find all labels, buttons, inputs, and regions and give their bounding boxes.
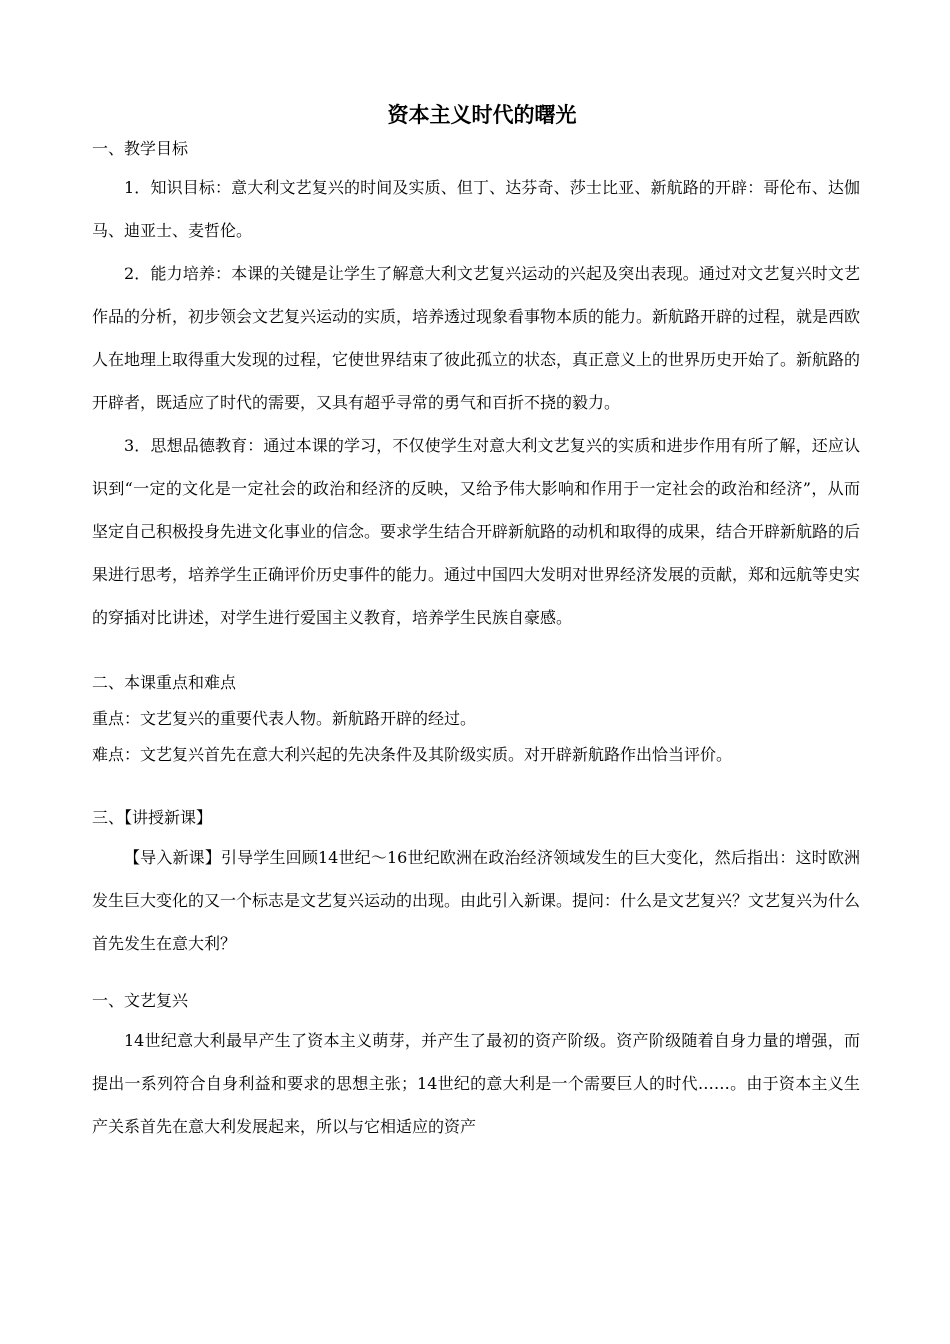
paragraph-key-point: 重点：文艺复兴的重要代表人物。新航路开辟的经过。	[92, 709, 477, 728]
paragraph-moral-goal: 3．思想品德教育：通过本课的学习，不仅使学生对意大利文艺复兴的实质和进步作用有所了解，还应认识到“一定的文化是一定社会的政治和经济的反映，又给予伟大影响和作用于一定社会的政治和经济”，从而坚定自己积极投身先进文化事业的信念。要求学生结合开辟新航路的动机和取得的成果，结合开辟新航路的后果进行思考，培养学生正确评价历史事件的能力。通过中国四大发明对世界经济发展的贡献，郑和远航等史实的穿插对比讲述，对学生进行爱国主义教育，培养学生民族自豪感。	[92, 436, 861, 627]
section-heading-key-points: 二、本课重点和难点	[92, 673, 237, 692]
document-page	[92, 95, 860, 1148]
paragraph-lesson-intro: 【导入新课】引导学生回顾14世纪～16世纪欧洲在政治经济领域发生的巨大变化，然后指出：这时欧洲发生巨大变化的又一个标志是文艺复兴运动的出现。由此引入新课。提问：什么是文艺复兴？文艺复兴为什么首先发生在意大利？	[92, 848, 861, 953]
paragraph-ability-goal: 2．能力培养：本课的关键是让学生了解意大利文艺复兴运动的兴起及突出表现。通过对文艺复兴时文艺作品的分析，初步领会文艺复兴运动的实质，培养透过现象看事物本质的能力。新航路开辟的过程，就是西欧人在地理上取得重大发现的过程，它使世界结束了彼此孤立的状态，真正意义上的世界历史开始了。新航路的开辟者，既适应了时代的需要，又具有超乎寻常的勇气和百折不挠的毅力。	[92, 264, 861, 412]
paragraph-difficult-point: 难点：文艺复兴首先在意大利兴起的先决条件及其阶级实质。对开辟新航路作出恰当评价。	[92, 745, 733, 764]
section-heading-new-lesson: 三、【讲授新课】	[92, 808, 213, 827]
section-heading-objectives: 一、教学目标	[92, 139, 189, 158]
paragraph-renaissance: 14世纪意大利最早产生了资本主义萌芽，并产生了最初的资产阶级。资产阶级随着自身力量的增强，而提出一系列符合自身利益和要求的思想主张；14世纪的意大利是一个需要巨人的时代……。由于资本主义生产关系首先在意大利发展起来，所以与它相适应的资产	[92, 1031, 860, 1136]
page-title: 资本主义时代的曙光	[387, 102, 577, 127]
section-heading-renaissance: 一、文艺复兴	[92, 991, 189, 1010]
paragraph-knowledge-goal: 1．知识目标：意大利文艺复兴的时间及实质、但丁、达芬奇、莎士比亚、新航路的开辟：哥伦布、达伽马、迪亚士、麦哲伦。	[92, 178, 860, 240]
